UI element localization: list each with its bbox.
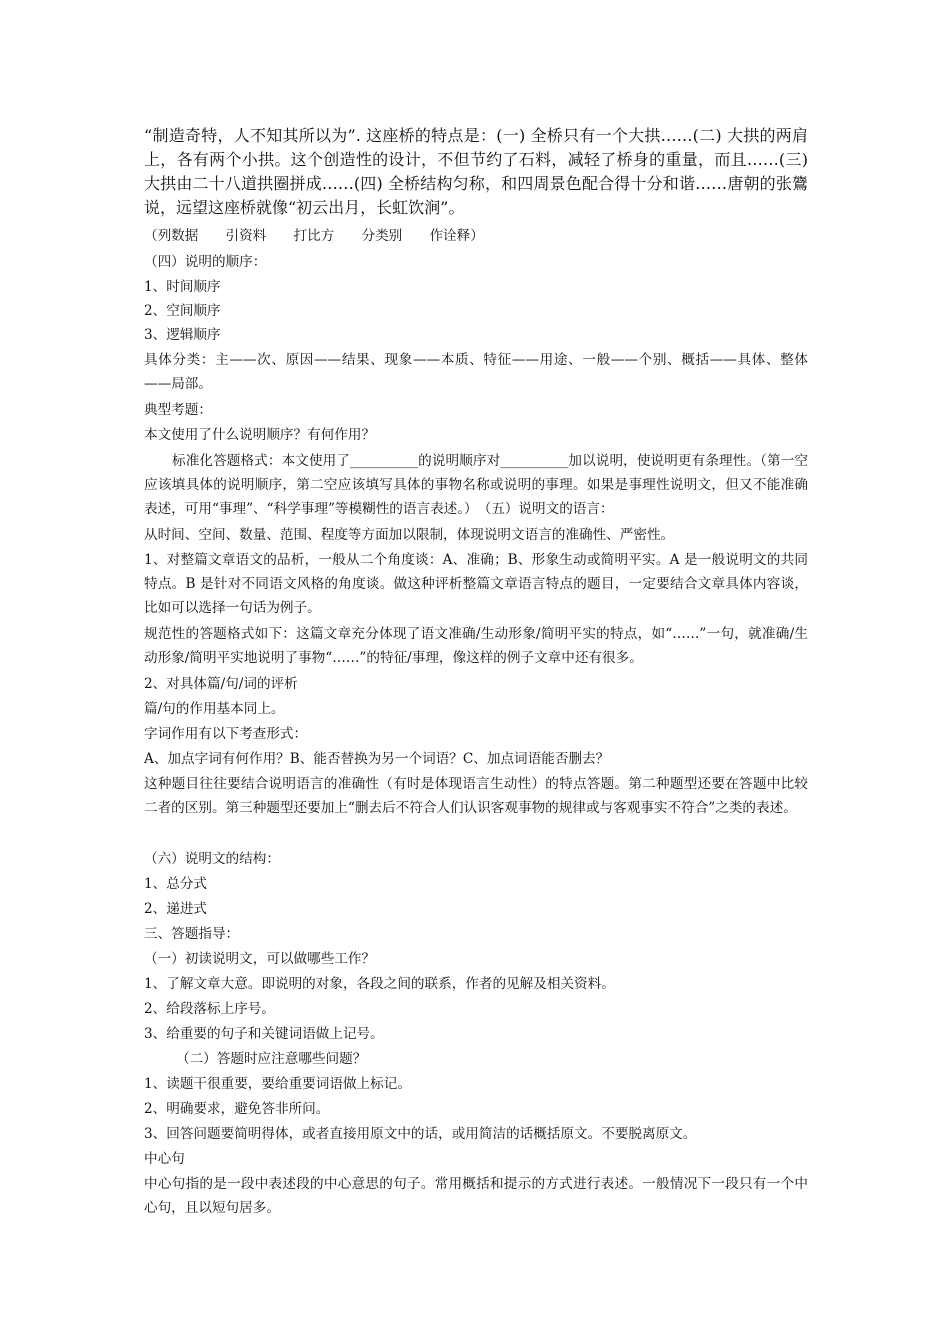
paragraph-zhaozhou-bridge: “制造奇特，人不知其所以为”. 这座桥的特点是：(一) 全桥只有一个大拱……(二) 大拱的两肩上，各有两个小拱。这个创造性的设计，不但节约了石料，减轻了桥身的重量，而且……(三) 大拱由二十八道拱圈拼成……(四) 全桥结构匀称，和四周景色配合得十分和谐……唐朝的张鷟说，远望这座桥就像“初云出月，长虹饮涧”。 bbox=[144, 126, 808, 217]
question-order: 本文使用了什么说明顺序？有何作用？ bbox=[144, 427, 376, 443]
paragraph-word-forms: 字词作用有以下考查形式： bbox=[144, 726, 308, 742]
list-item: 1、时间顺序 bbox=[144, 279, 221, 295]
paragraph-answer-format: 标准化答题格式：本文使用了__________的说明顺序对__________加以说明，使说明更有条理性。（第一空应该填具体的说明顺序，第二空应该填写具体的事物名称或说明的事理。如果是事理性说明文，但又不能准确表述，可用“事理”、“科学事理”等模糊性的语言表述。） （五）说明文的语言： bbox=[144, 453, 808, 517]
heading-word-analysis: 2、对具体篇/句/词的评析 bbox=[144, 676, 298, 692]
heading-typical-questions: 典型考题： bbox=[144, 402, 212, 418]
list-item: 2、明确要求，避免答非所问。 bbox=[144, 1101, 330, 1117]
heading-answer-cautions: （二）答题时应注意哪些问题？ bbox=[176, 1051, 367, 1067]
paragraph-logic-categories: 具体分类：主——次、原因——结果、现象——本质、特征——用途、一般——个别、概括——具体、整体——局部。 bbox=[144, 352, 808, 392]
heading-answer-guide: 三、答题指导： bbox=[144, 926, 240, 942]
paragraph-sentence-role: 篇/句的作用基本同上。 bbox=[144, 701, 285, 717]
heading-structure: （六）说明文的结构： bbox=[144, 851, 280, 867]
list-item: 3、回答问题要简明得体，或者直接用原文中的话，或用简洁的话概括原文。不要脱离原文。 bbox=[144, 1126, 697, 1142]
paragraph-answer-template: 规范性的答题格式如下：这篇文章充分体现了语文准确/生动形象/简明平实的特点，如“……”一句，就准确/生动形象/简明平实地说明了事物“……”的特征/事理，像这样的例子文章中还有很多。 bbox=[144, 626, 808, 666]
list-item: 2、递进式 bbox=[144, 901, 208, 917]
list-item: 1、读题干很重要，要给重要词语做上标记。 bbox=[144, 1076, 411, 1092]
paragraph-answer-tips: 这种题目往往要结合说明语言的准确性（有时是体现语言生动性）的特点答题。第二种题型还要在答题中比较二者的区别。第三种题型还要加上“删去后不符合人们认识客观事物的规律或与客观事实不符合”之类的表述。 bbox=[144, 776, 808, 816]
heading-central-sentence: 中心句 bbox=[144, 1151, 185, 1167]
heading-first-reading: （一）初读说明文，可以做哪些工作？ bbox=[144, 951, 376, 967]
list-item: 1、了解文章大意。即说明的对象，各段之间的联系，作者的见解及相关资料。 bbox=[144, 976, 615, 992]
list-item: 3、给重要的句子和关键词语做上记号。 bbox=[144, 1026, 384, 1042]
list-item: 1、总分式 bbox=[144, 876, 208, 892]
heading-order: （四）说明的顺序： bbox=[144, 254, 267, 270]
list-item: 3、逻辑顺序 bbox=[144, 327, 221, 343]
list-item: 2、空间顺序 bbox=[144, 303, 221, 319]
paragraph-language-accuracy: 从时间、空间、数量、范围、程度等方面加以限制，体现说明文语言的准确性、严密性。 bbox=[144, 527, 675, 543]
paragraph-methods-list: （列数据 引资料 打比方 分类别 作诠释） bbox=[144, 228, 484, 244]
paragraph-language-analysis: 1、对整篇文章语文的品析，一般从二个角度谈：A、准确；B、形象生动或简明平实。A 是一般说明文的共同特点。B 是针对不同语文风格的角度谈。做这种评析整篇文章语言特点的题目，一定要结合文章具体内容谈，比如可以选择一句话为例子。 bbox=[144, 552, 808, 616]
paragraph-central-sentence: 中心句指的是一段中表述段的中心意思的句子。常用概括和提示的方式进行表述。一般情况下一段只有一个中心句，且以短句居多。 bbox=[144, 1176, 808, 1216]
list-item: 2、给段落标上序号。 bbox=[144, 1001, 275, 1017]
paragraph-question-types: A、加点字词有何作用？B、能否替换为另一个词语？C、加点词语能否删去？ bbox=[144, 751, 610, 767]
